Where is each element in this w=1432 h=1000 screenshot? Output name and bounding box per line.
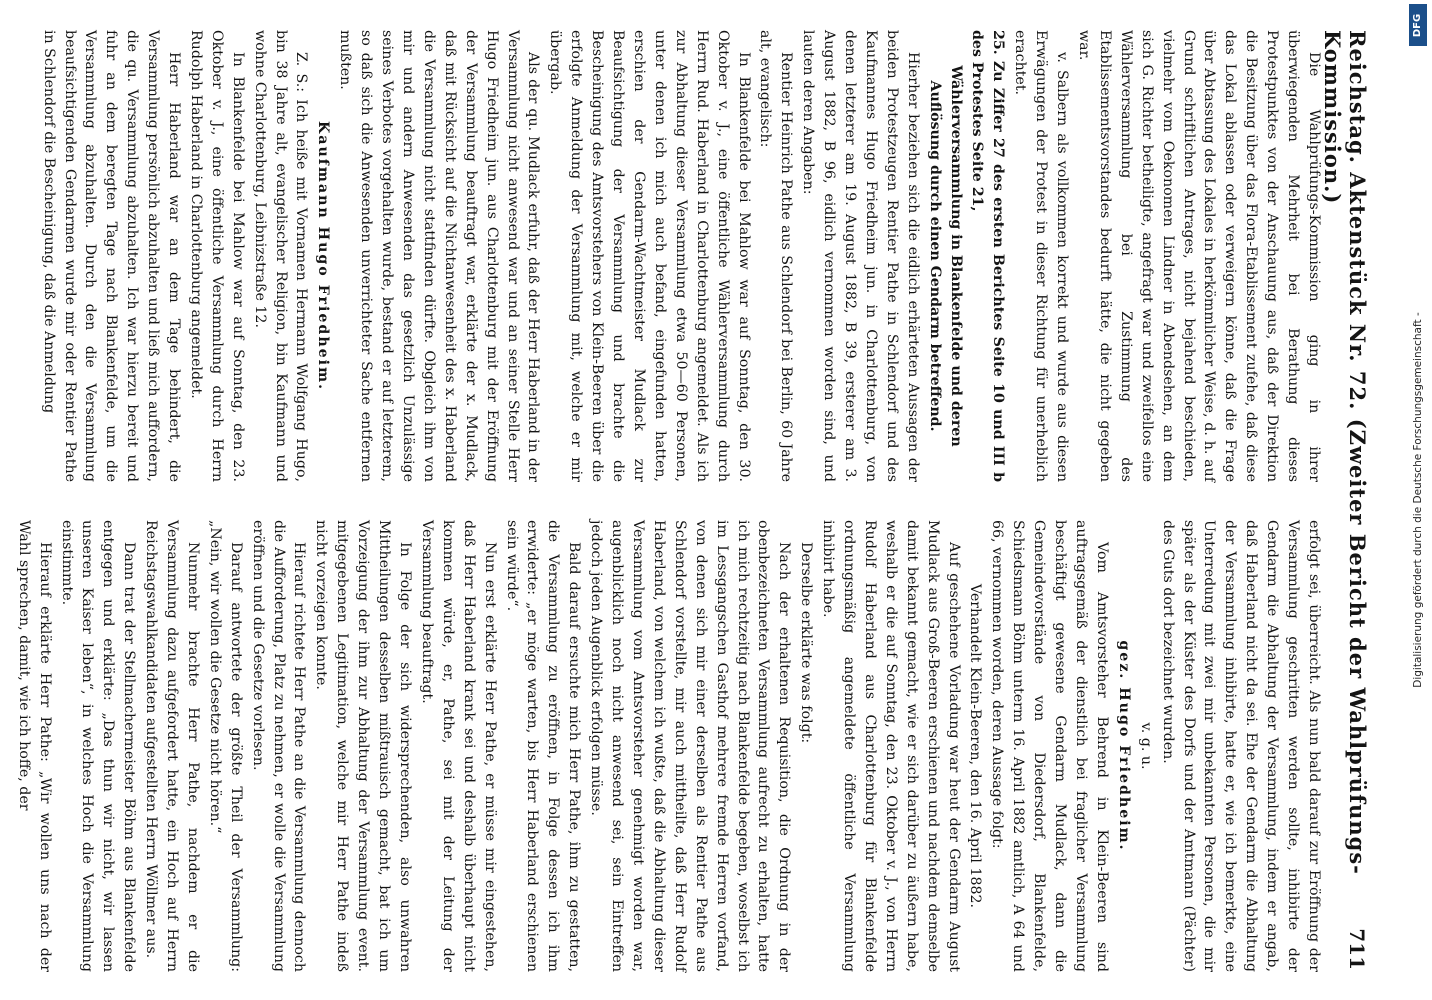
section-heading: Wählerversammlung in Blankenfelde und deren Auflösung durch einen Gendarm betreffend. xyxy=(926,65,964,447)
paragraph: Auf geschehene Vorladung war heut der Gendarm August Mudlack aus Groß-Beeren erschienen und nachdem demselbe damit bekannt gemacht, wie er sich darüber zu äußern habe, weshalb er die auf Sonntag, den 23. Oktober v. J., von Herrn Rudolf Haberland aus Charlottenburg für Blankenfelde ordnungsmäßig angemeldete öffentliche Versammlung inhibirt habe. xyxy=(820,520,962,972)
running-title: Reichstag. Aktenstück Nr. 72. (Zweiter Bericht der Wahlprüfungs-Kommission.) xyxy=(1320,30,1370,875)
paragraph: Hierauf erklärte Herr Pathe: „Wir wollen uns nach der Wahl sprechen, damit, wie ich hoffe, der xyxy=(15,520,53,972)
signature: gez. Hugo Friedheim. xyxy=(1115,640,1132,852)
right-text-column xyxy=(15,520,1324,972)
paragraph: Hierauf richtete Herr Pathe an die Versammlung dennoch die Aufforderung, Platz zu nehmen, er wolle die Versammlung eröffnen und die Gesetze vorlesen. xyxy=(249,520,308,972)
section-heading-number: 25. Zu Ziffer 27 des ersten Berichtes Seite 10 und III b des Protestes Seite 21, xyxy=(969,30,1007,482)
paragraph: Als der qu. Mudlack erfuhr, daß der Herr Haberland in der Versammlung nicht anwesend war und an seiner Stelle Herr Hugo Friedheim jun. aus Charlottenburg mit der Eröffnung der Versammlung beauftragt war, erklärte der x. Mudlack, daß mit Rücksicht auf die Nichtanwesenheit des x. Haberland die Versammlung nicht stattfinden dürfte. Obgleich ihm von mir und andern Anwesenden das gesetzlich Unzulässige seines Verbotes vorgehalten wurde, bestand er auf letzterem, so daß sich die Anwesenden unverrichteter Sache entfernen mußten. xyxy=(337,30,542,482)
witness-heading: Rentier Heinrich Pathe aus Schlendorf bei Berlin, 60 Jahre alt, evangelisch: xyxy=(757,30,795,482)
paragraph: In Blankenfelde bei Mahlow war auf Sonntag, den 30. Oktober v. J., eine öffentliche Wählerversammlung durch Herrn Rud. Haberland in Charlottenburg angemeldet. Als ich zur Abhaltung dieser Versammlung etwa 50—60 Personen, unter denen ich mich auch befand, eingefunden hatten, erschien der Gendarm-Wachtmeister Mudlack zur Beaufsichtigung der Versammlung und brachte die Bescheinigung des Amtsvorstehers von Klein-Beeren über die erfolgte Anmeldung der Versammlung mit, welche er mir übergab. xyxy=(547,30,752,482)
page-number: 711 xyxy=(1345,928,1369,970)
paragraph: Nun erst erklärte Herr Pathe, er müsse mir eingestehen, daß Herr Haberland krank sei und deshalb überhaupt nicht kommen würde, er, Pathe, sei mit der Leitung der Versammlung beauftragt. xyxy=(418,520,498,972)
paragraph: Derselbe erklärte was folgt: xyxy=(798,542,815,744)
signature-abbrev: v. g. u. xyxy=(1137,722,1154,770)
paragraph: Vom Amtsvorsteher Behrend in Klein-Beeren sind auftragsgemäß der dienstlich bei fraglicher Versammlung beschäftigt gewesene Gendarm Mudlack, dann die Gemeindevorstände von Diedersdorf, Blankenfelde, Schiedsmann Böhm unterm 16. April 1882 amtlich, A 64 und 66, vernommen worden, deren Aussage folgt: xyxy=(989,520,1110,972)
paragraph: Die Wahlprüfungs-Kommission ging in ihrer überwiegenden Mehrheit bei Berathung dieses Protestpunktes von der Anschauung aus, daß der Direktion die Besitzung über das Flora-Etablissement zufehe, daß diese das Lokal ablassen oder verweigern könne, daß die Frage über Abtassung des Lokales in herkömmlicher Weise, d. h. auf Grund schriftlichen Antrages, nicht bejahend beschieden, vielmehr vom Oekonomen Lindner in Abendsehen, an dem sich G. Richter betheiligte, angefragt war und zweifellos eine Wählerversammlung bei Zustimmung des Etablissementsvorstandes bedurft hätte, die nicht gegeben war. xyxy=(1076,30,1322,482)
paragraph: Hierher beziehen sich die eidlich erhärteten Aussagen der beiden Protestzeugen Rentier Pathe in Schlendorf und des Kaufmannes Hugo Friedheim jun. in Charlottenburg, von denen letzterer am 19. August 1882, B 39, ersterer am 3. August 1882, B 96, eidlich vernommen worden sind, und lauten deren Angaben: xyxy=(800,30,921,482)
dfg-logo: DFG xyxy=(1409,4,1427,46)
paragraph: Darauf antwortete der größte Theil der Versammlung: „Nein, wir wollen die Gesetze nicht hören.“ xyxy=(206,520,244,972)
paragraph: Nach der erhaltenen Requisition, die Ordnung in der obenbezeichneten Versammlung aufrecht zu erhalten, hatte ich mich rechtzeitig nach Blankenfelde begeben, woselbst ich im Lessgangschen Gasthof mehrere fremde Herren vorfand, von denen sich mir einer derselben als Rentier Pathe aus Schlendorf vorstellte, mir auch mittheilte, daß Herr Rudolf Haberland, von welchem ich wußte, daß die Abhaltung dieser Versammlung vom Amtsvorsteher genehmigt worden war, augenblicklich noch nicht anwesend sei, sein Eintreffen jedoch jeden Augenblick erfolgen müsse. xyxy=(588,520,793,972)
paragraph: Herr Haberland war an dem Tage behindert, die Versammlung persönlich abzuhalten und ließ mich auffordern, die qu. Versammlung abzuhalten. Ich war hierzu bereit und fuhr an dem beregten Tage nach Blankenfelde, um die Versammlung abzuhalten. Durch den die Versammlung beaufsichtigenden Gendarmen wurde mir oder Rentier Pathe in Schlendorf die Bescheinigung, daß die Anmeldung xyxy=(40,30,183,482)
paragraph: In Folge der sich widersprechenden, also unwahren Mittheilungen desselben mißtrauisch gemacht, bat ich um Vorzeigung der ihm zur Abhaltung der Versammlung event. mitgegebenen Legitimation, welche mir Herr Pathe indeß nicht vorzeigen konnte. xyxy=(313,520,414,972)
paragraph: Bald darauf ersuchte mich Herr Pathe, ihm zu gestatten, die Versammlung zu eröffnen, in Folge dessen ich ihm erwiderte: „er möge warten, bis Herr Haberland erschienen sein würde“. xyxy=(503,520,583,972)
digitization-credit: Digitalisierung gefördert durch die Deutsche Forschungsgemeinschaft - xyxy=(1412,312,1424,688)
protocol-date: Verhandelt Klein-Beeren, den 16. April 1882. xyxy=(967,583,984,909)
paragraph: Z. S.: Ich heiße mit Vornamen Hermann Wolfgang Hugo, bin 38 Jahre alt, evangelischer Religion, bin Kaufmann und wohne Charlottenburg, Leibnizstraße 12. xyxy=(251,30,310,482)
paragraph: v. Salbern als vollkommen korrekt und wurde aus diesen Erwägungen der Protest in dieser Richtung für unerheblich erachtet. xyxy=(1012,30,1071,482)
witness-name: Kaufmann Hugo Friedheim. xyxy=(315,120,332,392)
paragraph: erfolgt sei, überreicht. Als nun bald darauf zur Eröffnung der Versammlung geschritten werden sollte, inhibirte der Gendarm die Abhaltung der Versammlung, indem er angab, daß Haberland nicht da sei. Ehe der Gendarm die Abhaltung der Versammlung inhibirte, hatte er, wie ich bemerkte, eine Unterredung mit zwei mir unbekannten Personen, die mir später als der Küster des Dorfs und der Amtmann (Pächter) des Guts dort bezeichnet wurden. xyxy=(1159,520,1322,972)
paragraph: Dann trat der Stellmachermeister Böhm aus Blankenfelde entgegen und erklärte: „Das thun wir nicht, wir lassen unseren Kaiser leben“, in welches Hoch die Versammlung einstimmte. xyxy=(58,520,138,972)
running-header xyxy=(1320,30,1370,970)
paragraph: In Blankenfelde bei Mahlow war auf Sonntag, den 23. Oktober v. J., eine öffentliche Versammlung durch Herrn Rudolph Haberland in Charlottenburg angemeldet. xyxy=(187,30,246,482)
left-text-column xyxy=(24,30,1324,482)
paragraph: Nunmehr brachte Herr Pathe, nachdem er die Versammlung dazu aufgefordert hatte, ein Hoch auf Herrn Reichstagswahlkandidaten aufgestellten Herrn Wöllmer aus. xyxy=(143,520,201,972)
